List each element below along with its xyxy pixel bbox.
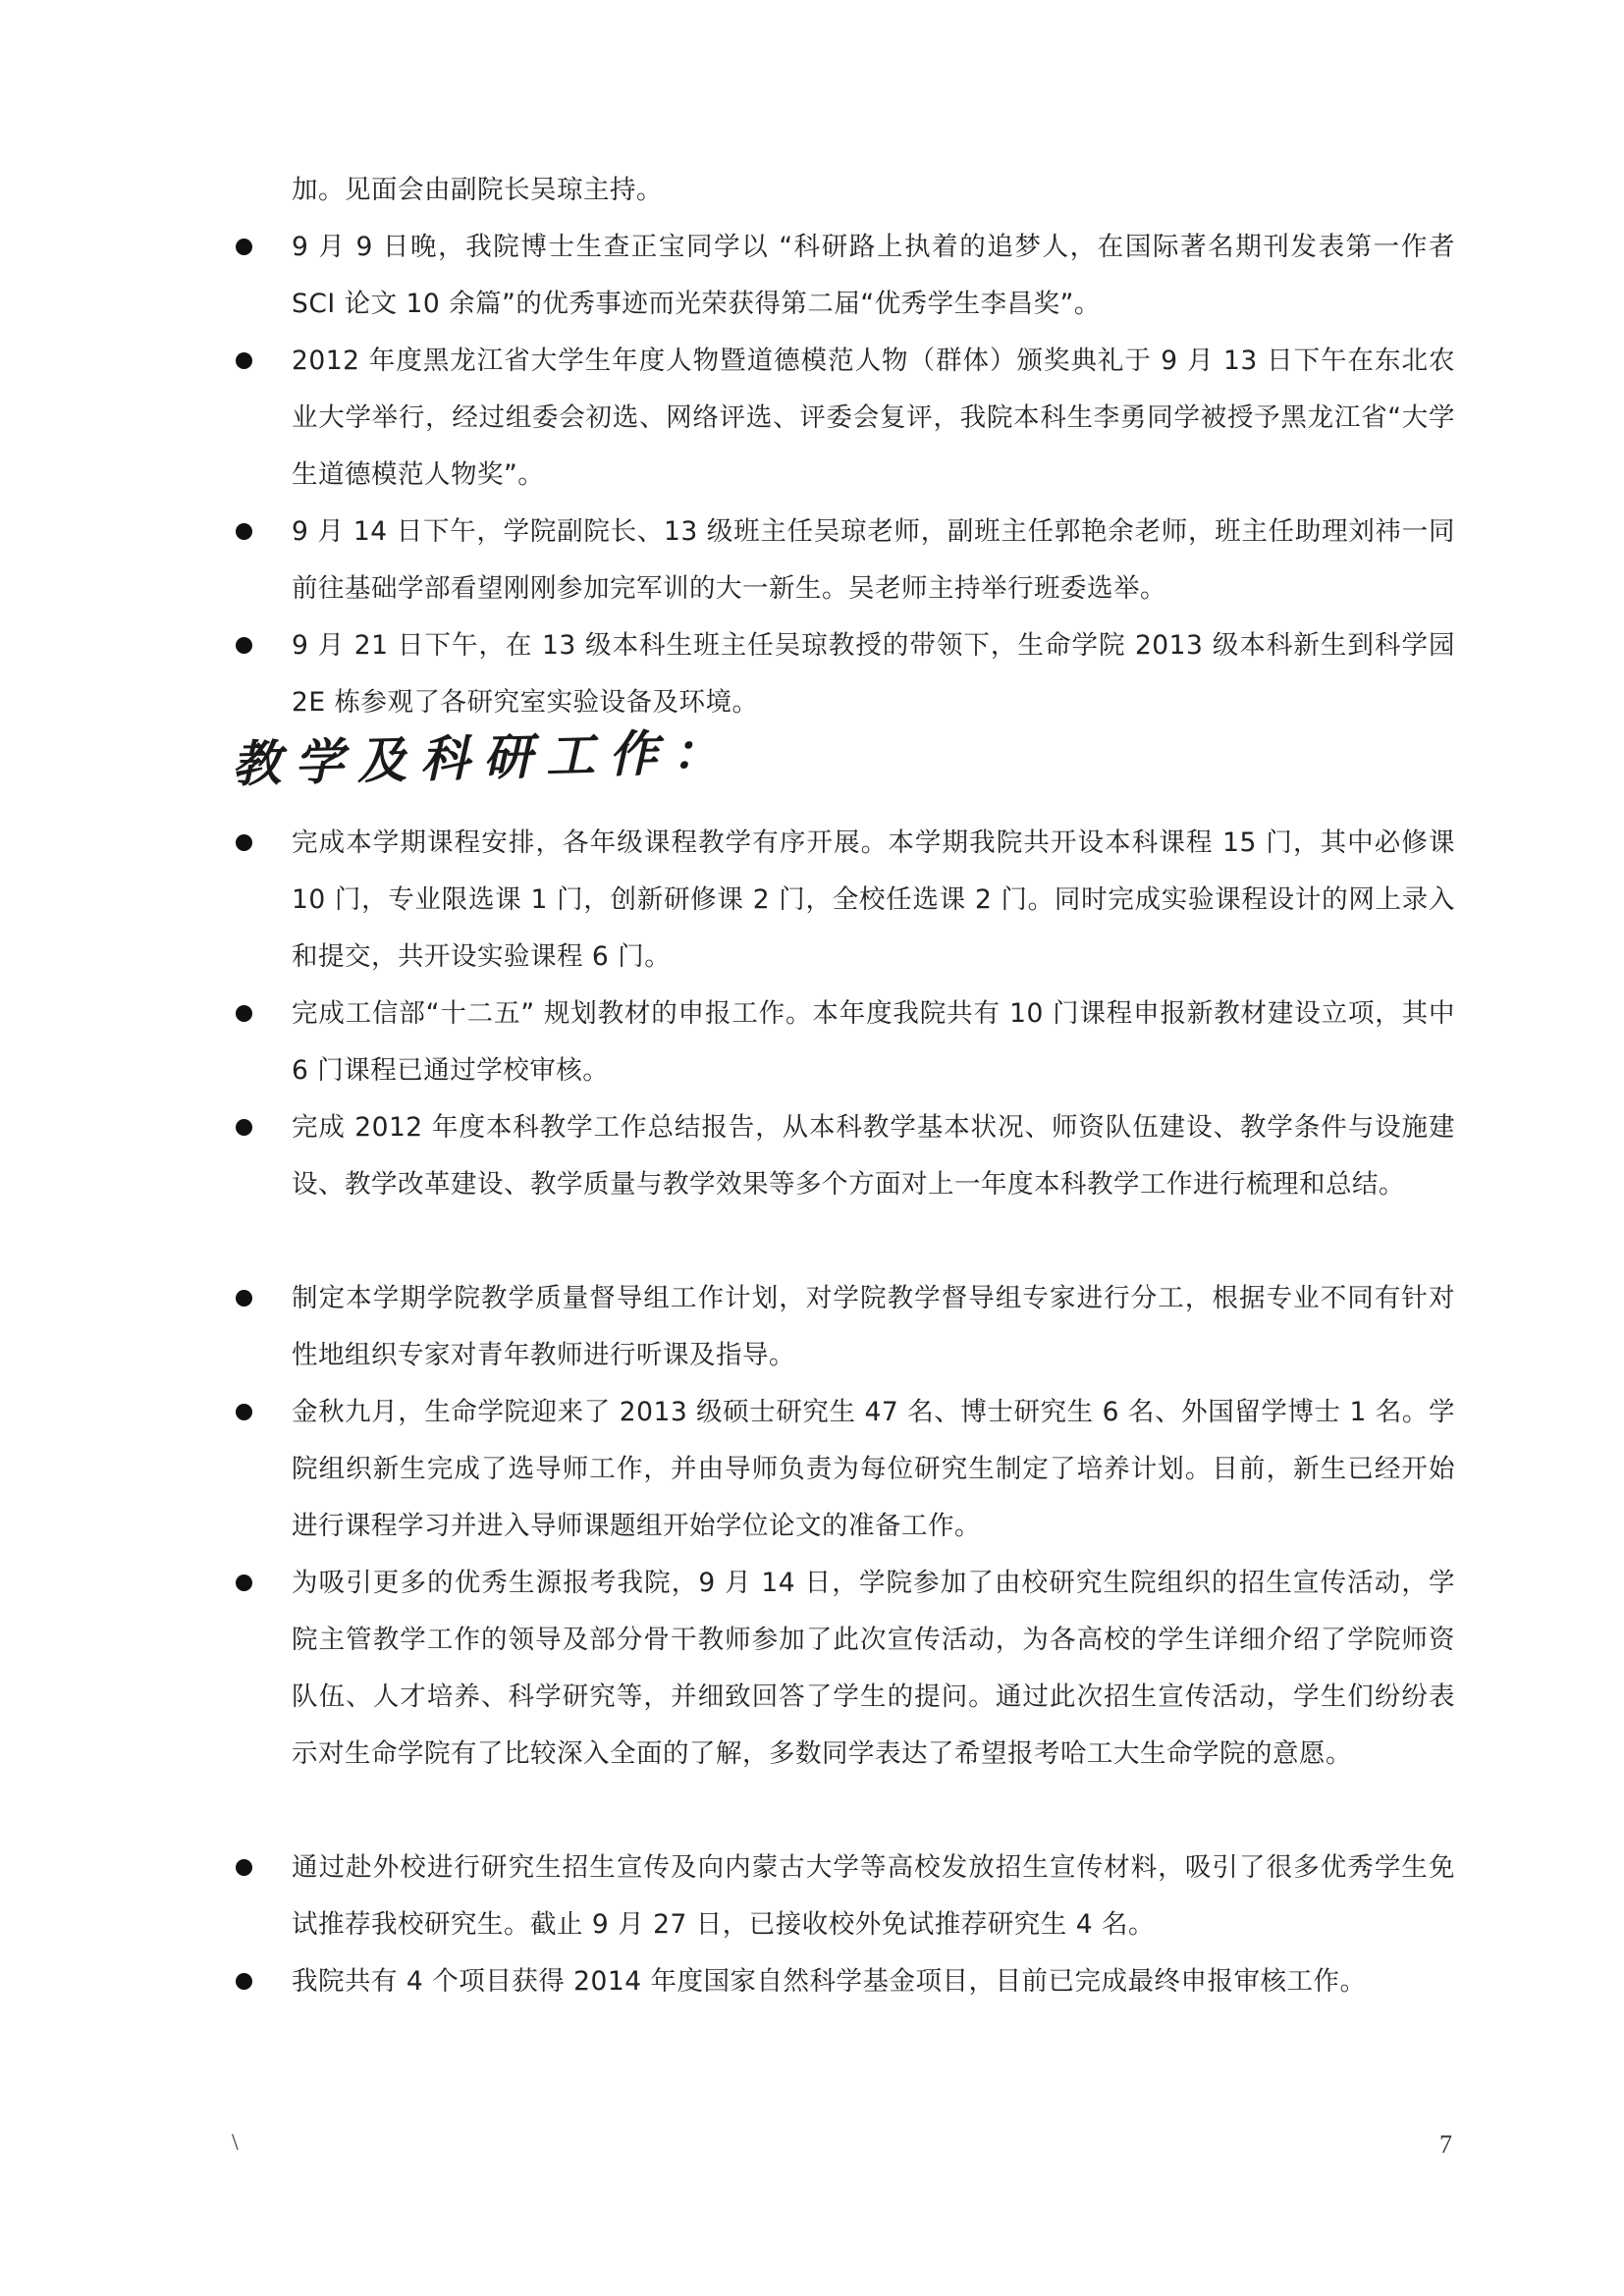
list-item (292, 1953, 1455, 2010)
bullet-icon (236, 1119, 252, 1136)
list-item-text: 9 月 21 日下午，在 13 级本科生班主任吴琼教授的带领下，生命学院 2013 级本科新生到科学园 2E 栋参观了各研究室实验设备及环境。 (292, 630, 1455, 718)
list-item (292, 617, 1455, 731)
list-item (292, 1840, 1455, 1953)
bullet-icon (236, 1404, 252, 1420)
list-item (292, 986, 1455, 1099)
page-number: 7 (1439, 2130, 1452, 2159)
list-item (292, 815, 1455, 986)
footer-mark: \ (232, 2130, 239, 2156)
bullet-icon (236, 1290, 252, 1307)
list-item-text: 金秋九月，生命学院迎来了 2013 级硕士研究生 47 名、博士研究生 6 名、外国留学博士 1 名。学院组织新生完成了选导师工作，并由导师负责为每位研究生制定了培养计划。目前，新生已经开始进行课程学习并进入导师课题组开始学位论文的准备工作。 (292, 1397, 1455, 1541)
bullet-icon (236, 1973, 252, 1990)
list-item (292, 1099, 1455, 1213)
list-item-text: 完成工信部“十二五” 规划教材的申报工作。本年度我院共有 10 门课程申报新教材建设立项，其中 6 门课程已通过学校审核。 (292, 998, 1455, 1086)
bullet-icon (236, 239, 252, 255)
bullet-icon (236, 637, 252, 654)
list-item-text: 制定本学期学院教学质量督导组工作计划，对学院教学督导组专家进行分工，根据专业不同有针对性地组织专家对青年教师进行听课及指导。 (292, 1283, 1455, 1370)
continuation-paragraph: 加。见面会由副院长吴琼主持。 (292, 175, 663, 205)
list-item (292, 219, 1455, 333)
list-item-text: 2012 年度黑龙江省大学生年度人物暨道德模范人物（群体）颁奖典礼于 9 月 13 日下午在东北农业大学举行，经过组委会初选、网络评选、评委会复评，我院本科生李勇同学被授予黑龙江省“大学生道德模范人物奖”。 (292, 346, 1455, 490)
bullet-icon (236, 834, 252, 851)
bullet-icon (236, 1859, 252, 1876)
list-item (292, 1555, 1455, 1783)
bullet-icon (236, 523, 252, 540)
list-item-text: 9 月 9 日晚，我院博士生查正宝同学以 “科研路上执着的追梦人，在国际著名期刊发表第一作者 SCI 论文 10 余篇”的优秀事迹而光荣获得第二届“优秀学生李昌奖”。 (292, 232, 1455, 319)
section-heading: 教学及科研工作： (231, 721, 735, 793)
list-item-text: 我院共有 4 个项目获得 2014 年度国家自然科学基金项目，目前已完成最终申报审核工作。 (292, 1966, 1367, 1997)
bullet-icon (236, 1005, 252, 1022)
list-item (292, 1270, 1455, 1384)
list-item-text: 9 月 14 日下午，学院副院长、13 级班主任吴琼老师，副班主任郭艳余老师，班主任助理刘祎一同前往基础学部看望刚刚参加完军训的大一新生。吴老师主持举行班委选举。 (292, 516, 1455, 604)
bullet-icon (236, 352, 252, 369)
list-item (292, 1384, 1455, 1555)
list-item (292, 504, 1455, 617)
list-item-text: 通过赴外校进行研究生招生宣传及向内蒙古大学等高校发放招生宣传材料，吸引了很多优秀学生免试推荐我校研究生。截止 9 月 27 日，已接收校外免试推荐研究生 4 名。 (292, 1852, 1455, 1940)
list-item-text: 为吸引更多的优秀生源报考我院，9 月 14 日，学院参加了由校研究生院组织的招生宣传活动，学院主管教学工作的领导及部分骨干教师参加了此次宣传活动，为各高校的学生详细介绍了学院师资队伍、人才培养、科学研究等，并细致回答了学生的提问。通过此次招生宣传活动，学生们纷纷表示对生命学院有了比较深入全面的了解，多数同学表达了希望报考哈工大生命学院的意愿。 (292, 1568, 1455, 1769)
list-item-text: 完成 2012 年度本科教学工作总结报告，从本科教学基本状况、师资队伍建设、教学条件与设施建设、教学改革建设、教学质量与教学效果等多个方面对上一年度本科教学工作进行梳理和总结。 (292, 1112, 1455, 1200)
list-item-text: 完成本学期课程安排，各年级课程教学有序开展。本学期我院共开设本科课程 15 门，其中必修课 10 门，专业限选课 1 门，创新研修课 2 门，全校任选课 2 门。同时完成实验课程设计的网上录入和提交，共开设实验课程 6 门。 (292, 828, 1455, 972)
list-item (292, 333, 1455, 504)
bullet-icon (236, 1575, 252, 1591)
